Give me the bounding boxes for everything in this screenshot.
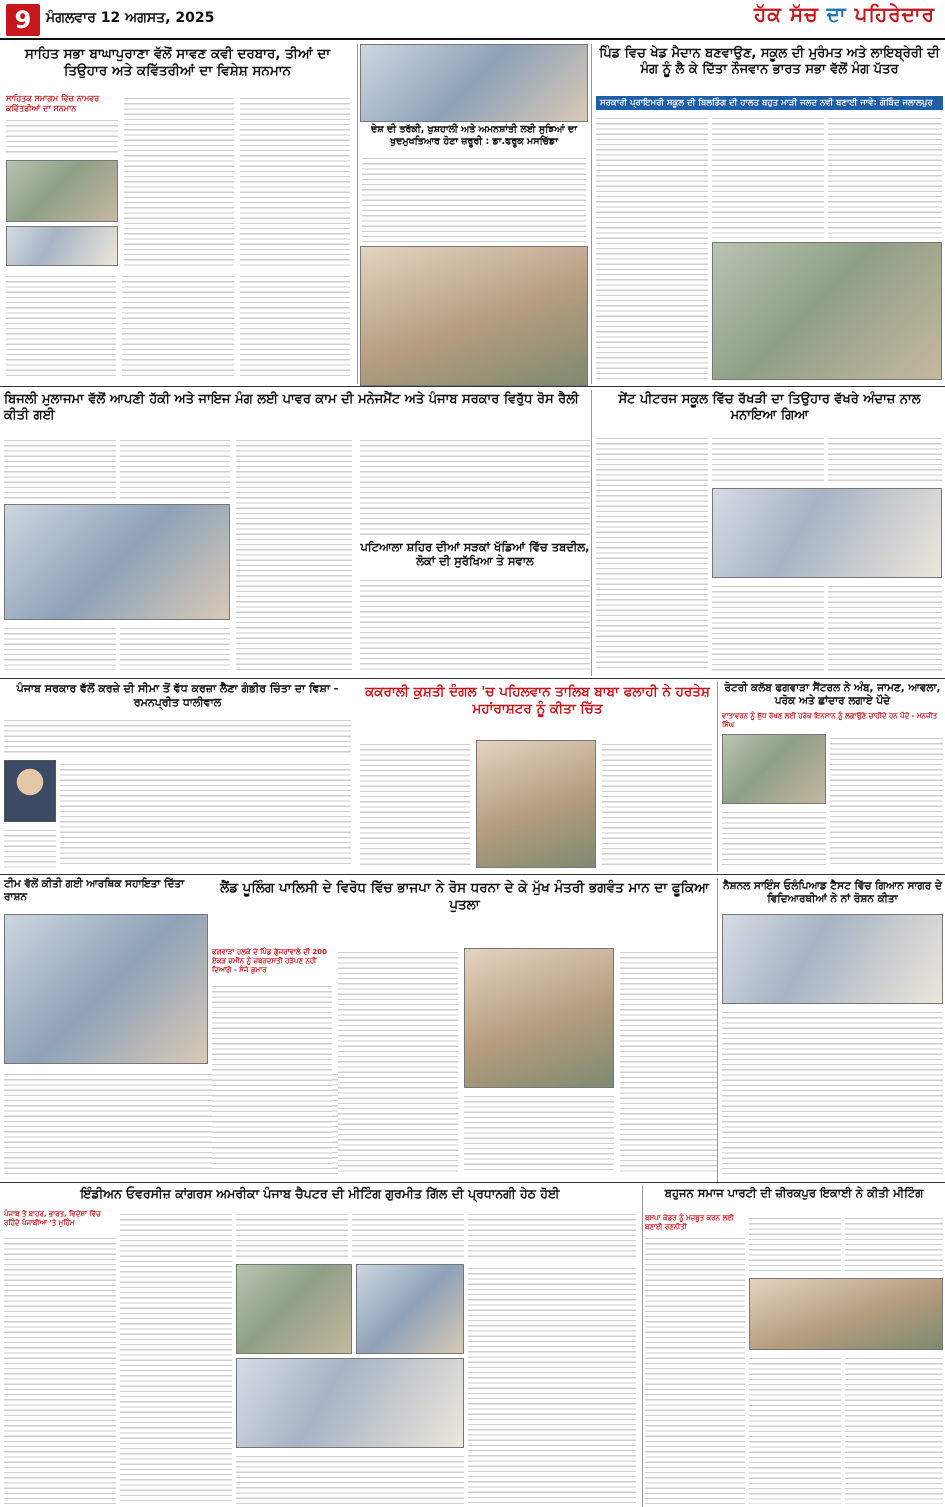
story-photo xyxy=(6,226,118,266)
story-headline: ਨੈਸ਼ਨਲ ਸਾਇੰਸ ਓਲੰਪਿਆਡ ਟੈਸਟ ਵਿੱਚ ਗਿਆਨ ਸਾਗਰ ਦੇ ਵਿਦਿਆਰਥੀਆਂ ਨੇ ਨਾਂ ਰੋਸ਼ਨ ਕੀਤਾ xyxy=(723,880,942,906)
story-body-text xyxy=(120,436,230,500)
story-headline: ਲੈਂਡ ਪੂਲਿੰਗ ਪਾਲਿਸੀ ਦੇ ਵਿਰੋਧ ਵਿੱਚ ਭਾਜਪਾ ਨੇ ਰੋਸ ਧਰਨਾ ਦੇ ਕੇ ਮੁੱਖ ਮੰਤਰੀ ਭਗਵੰਤ ਮਾਨ ਦਾ ਫੂਕਿਆ ਪੁਤਲਾ xyxy=(220,880,709,913)
story-headline: ਪਟਿਆਲਾ ਸ਼ਹਿਰ ਦੀਆਂ ਸੜਕਾਂ ਖੱਡਿਆਂ ਵਿੱਚ ਤਬਦੀਲ, ਲੋਕਾਂ ਦੀ ਸੁਰੱਖਿਆ ਤੇ ਸਵਾਲ xyxy=(360,540,590,569)
story-subhead: ਸਾਹਿਤਕ ਸਮਾਗਮ ਵਿੱਚ ਨਾਮਵਰ ਕਵਿੱਤਰੀਆਂ ਦਾ ਸਨਮਾਨ xyxy=(6,94,100,114)
story-headline: ਸਾਹਿਤ ਸਭਾ ਬਾਘਾਪੁਰਾਣਾ ਵੱਲੋਂ ਸਾਵਣ ਕਵੀ ਦਰਬਾਰ, ਤੀਆਂ ਦਾ ਤਿਉਹਾਰ ਅਤੇ ਕਵਿੱਤਰੀਆਂ ਦਾ ਵਿਸ਼ੇਸ਼ ਸਨਮਾਨ xyxy=(24,46,331,79)
story-body-text xyxy=(464,1092,614,1174)
story-headline: ਪੰਜਾਬ ਸਰਕਾਰ ਵੱਲੋਂ ਕਰਜ਼ੇ ਦੀ ਸੀਮਾ ਤੋਂ ਵੱਧ ਕਰਜ਼ਾ ਲੈਣਾ ਗੰਭੀਰ ਚਿੰਤਾ ਦਾ ਵਿਸ਼ਾ - ਰਮਨਪ੍ਰੀਤ ਧਾਲੀਵਾਲ xyxy=(16,682,339,709)
story-body-text xyxy=(6,116,118,156)
story-headline: ਰੋਟਰੀ ਕਲੱਬ ਫਗਵਾੜਾ ਸੈਂਟਰਲ ਨੇ ਅੰਬ, ਜਾਮਣ, ਆਵਲਾ, ਪਰੋਕ ਅਤੇ ਛਾਂਦਾਰ ਲਗਾਏ ਪੌਦੇ xyxy=(724,682,941,708)
story-saint-peters xyxy=(594,390,945,676)
story-body-text xyxy=(828,434,942,484)
story-body-text xyxy=(845,1214,943,1274)
story-body-text xyxy=(360,436,590,536)
story-subhead: ਫਗਵਾੜਾ ਹਲਕੇ ਦੇ ਪਿੰਡ ਗੁੱਜਰਾਂਵਾਲੇ ਦੀ 200 ਏਕੜ ਜ਼ਮੀਨ ਨੂੰ ਜ਼ਬਰਦਸਤੀ ਹੜੱਪਣ ਨਹੀਂ ਦਿਆਂਗੇ - ਸੰਜੇ ਕੁਮਾਰ xyxy=(212,948,328,975)
story-photo xyxy=(236,1358,464,1448)
story-body-text xyxy=(236,1210,348,1260)
story-body-text xyxy=(4,826,56,868)
story-body-text xyxy=(236,436,352,670)
story-photo xyxy=(464,948,614,1088)
story-headline: ਪਿੰਡ ਵਿਚ ਖੇਡ ਮੈਦਾਨ ਬਣਵਾਉਣ, ਸਕੂਲ ਦੀ ਮੁਰੰਮਤ ਅਤੇ ਲਾਇਬ੍ਰੇਰੀ ਦੀ ਮੰਗ ਨੂੰ ਲੈ ਕੇ ਦਿੱਤਾ ਨੌਜਵਾਨ ਭਾਰਤ ਸਭਾ ਵੱਲੋਂ ਮੰਗ ਪੱਤਰ xyxy=(599,46,940,78)
story-photo xyxy=(722,914,943,1004)
story-body-text xyxy=(352,1210,464,1260)
story-body-text xyxy=(236,1452,464,1504)
story-kakrali-body xyxy=(360,740,715,872)
story-headline: ਬਹੁਜਨ ਸਮਾਜ ਪਾਰਟੀ ਦੀ ਜ਼ੀਰਕਪੁਰ ਇਕਾਈ ਨੇ ਕੀਤੀ ਮੀਟਿੰਗ xyxy=(664,1186,924,1200)
story-body-text xyxy=(712,114,824,238)
story-photo xyxy=(236,1264,352,1354)
story-body-text xyxy=(468,1264,636,1504)
story-headline: ਬਿਜਲੀ ਮੁਲਾਜਮਾ ਵੱਲੋਂ ਆਪਣੀ ਹੱਕੀ ਅਤੇ ਜਾਇਜ ਮੰਗ ਲਈ ਪਾਵਰ ਕਾਮ ਦੀ ਮਨੇਜਮੈਂਟ ਅਤੇ ਪੰਜਾਬ ਸਰਕਾਰ ਵਿਰੁੱਧ ਰੋਸ ਰੈਲੀ ਕੀਤੀ ਗਈ xyxy=(4,392,579,424)
story-photo xyxy=(356,1264,464,1354)
story-body-text xyxy=(4,1234,116,1504)
story-headline: ਟੀਮ ਵੱਲੋਂ ਕੀਤੀ ਗਈ ਆਰਥਿਕ ਸਹਾਇਤਾ ਦਿੱਤਾ ਰਾਸ਼ਨ xyxy=(4,878,185,904)
story-body-text xyxy=(360,576,590,672)
story-body-text xyxy=(596,434,708,672)
story-body-text xyxy=(596,114,708,380)
story-photo xyxy=(4,914,208,1064)
story-body-text xyxy=(120,624,230,670)
author-photo xyxy=(4,760,56,822)
story-body-text xyxy=(828,582,942,672)
story-khed-maidan xyxy=(594,44,945,384)
brand-right: ਪਹਿਰੇਦਾਰ xyxy=(854,2,935,26)
story-body-text xyxy=(602,740,712,868)
story-science-olympiad xyxy=(720,878,945,1178)
story-photo xyxy=(712,242,942,380)
story-body-text xyxy=(212,982,332,1174)
story-patiala xyxy=(360,246,588,388)
story-body-text xyxy=(722,1008,943,1174)
story-body-text xyxy=(4,436,116,500)
story-body-text xyxy=(120,1210,232,1504)
story-band: ਸਰਕਾਰੀ ਪ੍ਰਾਇਮਰੀ ਸਕੂਲ ਦੀ ਬਿਲਡਿੰਗ ਦੀ ਹਾਲਤ ਬਹੁਤ ਮਾੜੀ ਜਲਦ ਨਵੀ ਬਣਾਈ ਜਾਵੇ: ਗੋਬਿੰਦ ਜਲਾਲਪੁਰ xyxy=(596,96,943,110)
story-photo xyxy=(6,160,118,222)
story-body-text xyxy=(338,948,458,1174)
story-body-text xyxy=(362,154,586,242)
story-body-text xyxy=(830,734,943,868)
story-bijli-body xyxy=(0,436,355,676)
story-body-text xyxy=(749,1214,841,1274)
story-photo xyxy=(712,488,942,578)
story-body-text xyxy=(845,1354,943,1504)
story-subhead: ਪੰਜਾਬ ਤੋਂ ਬਾਹਰ, ਭਾਰਤ, ਵਿਦੇਸ਼ਾਂ ਵਿੱਚ ਰਹਿੰਦੇ ਪੰਜਾਬੀਆਂ 'ਤੇ ਮੁਹਿੰਮ xyxy=(4,1210,101,1228)
story-body-text xyxy=(360,740,470,868)
story-body-text xyxy=(828,114,942,238)
story-land-pooling xyxy=(212,878,717,1178)
story-headline: ਕਕਰਾਲੀ ਕੁਸ਼ਤੀ ਦੰਗਲ 'ਚ ਪਹਿਲਵਾਨ ਤਾਲਿਬ ਬਾਬਾ ਫਲਾਹੀ ਨੇ ਹਰਤੇਸ਼ ਮਹਾਂਰਾਸ਼ਟਰ ਨੂੰ ਕੀਤਾ ਚਿੱਤ xyxy=(365,684,710,717)
story-body-text xyxy=(240,272,350,380)
story-body-text xyxy=(4,624,116,670)
brand-mid: ਦਾ xyxy=(826,2,847,26)
story-body-text xyxy=(122,272,234,380)
brand-left: ਹੱਕ ਸੱਚ xyxy=(754,2,819,26)
story-roti-club xyxy=(720,682,945,872)
story-subhead: ਵਾਤਾਵਰਨ ਨੂੰ ਸ਼ੁੱਧ ਰੱਖਣ ਲਈ ਹਰੇਕ ਇਨਸਾਨ ਨੂੰ ਲਗਾਉਣੇ ਚਾਹੀਦੇ ਹਨ ਪੌਦੇ - ਮਨਜੀਤ ਸਿੰਘ xyxy=(722,712,938,730)
story-photo xyxy=(360,246,588,386)
story-photo xyxy=(476,740,596,868)
story-body-text xyxy=(645,1234,745,1504)
story-body-text xyxy=(749,1354,841,1504)
story-photo xyxy=(749,1278,943,1350)
page-number: 9 xyxy=(6,4,40,36)
story-body-text xyxy=(722,808,826,868)
story-headline: ਦੇਸ਼ ਦੀ ਤਰੱਕੀ, ਖੁਸ਼ਹਾਲੀ ਅਤੇ ਅਮਨਸ਼ਾਂਤੀ ਲਈ ਸੁਝਿਆਂ ਦਾ ਖੁਦਮੁਖਤਿਆਰ ਹੋਣਾ ਜ਼ਰੂਰੀ : ਡਾ.ਫਰੂਕ ਮਸਚਿੱਡਾ xyxy=(371,124,577,147)
story-bahujan-samaj xyxy=(645,1186,945,1507)
story-headline: ਇੰਡੀਅਨ ਓਵਰਸੀਜ਼ ਕਾਂਗਰਸ ਅਮਰੀਕਾ ਪੰਜਾਬ ਚੈਪਟਰ ਦੀ ਮੀਟਿੰਗ ਗੁਰਮੀਤ ਗਿੱਲ ਦੀ ਪ੍ਰਧਾਨਗੀ ਹੇਠ ਹੋਈ xyxy=(80,1186,560,1201)
story-body-text xyxy=(124,94,234,266)
story-body-text xyxy=(240,94,350,266)
story-body-text xyxy=(712,582,824,672)
story-overseas-congress xyxy=(0,1186,640,1507)
page-masthead xyxy=(0,0,945,40)
story-sahit-sabha xyxy=(0,44,355,384)
story-body-text xyxy=(620,948,717,1174)
story-body-text xyxy=(468,1210,636,1260)
story-body-text xyxy=(6,272,116,380)
story-body-text xyxy=(712,434,824,484)
newspaper-logo xyxy=(754,2,935,26)
story-patiala-body xyxy=(360,436,590,676)
story-desh-di-tarakki xyxy=(360,44,588,244)
story-photo xyxy=(4,504,230,620)
story-photo xyxy=(360,44,588,122)
story-headline: ਸੇਂਟ ਪੀਟਰਜ ਸਕੂਲ ਵਿੱਚ ਰੱਖੜੀ ਦਾ ਤਿਉਹਾਰ ਵੱਖਰੇ ਅੰਦਾਜ਼ ਨਾਲ ਮਨਾਇਆ ਗਿਆ xyxy=(618,392,921,424)
story-photo xyxy=(722,734,826,804)
story-subhead: ਬਸਪਾ ਕੇਡਰ ਨੂੰ ਮਜ਼ਬੂਤ ਕਰਨ ਲਈ ਬਣਾਈ ਰਣਨੀਤੀ xyxy=(645,1214,734,1232)
issue-date: ਮੰਗਲਵਾਰ 12 ਅਗਸਤ, 2025 xyxy=(46,10,215,26)
